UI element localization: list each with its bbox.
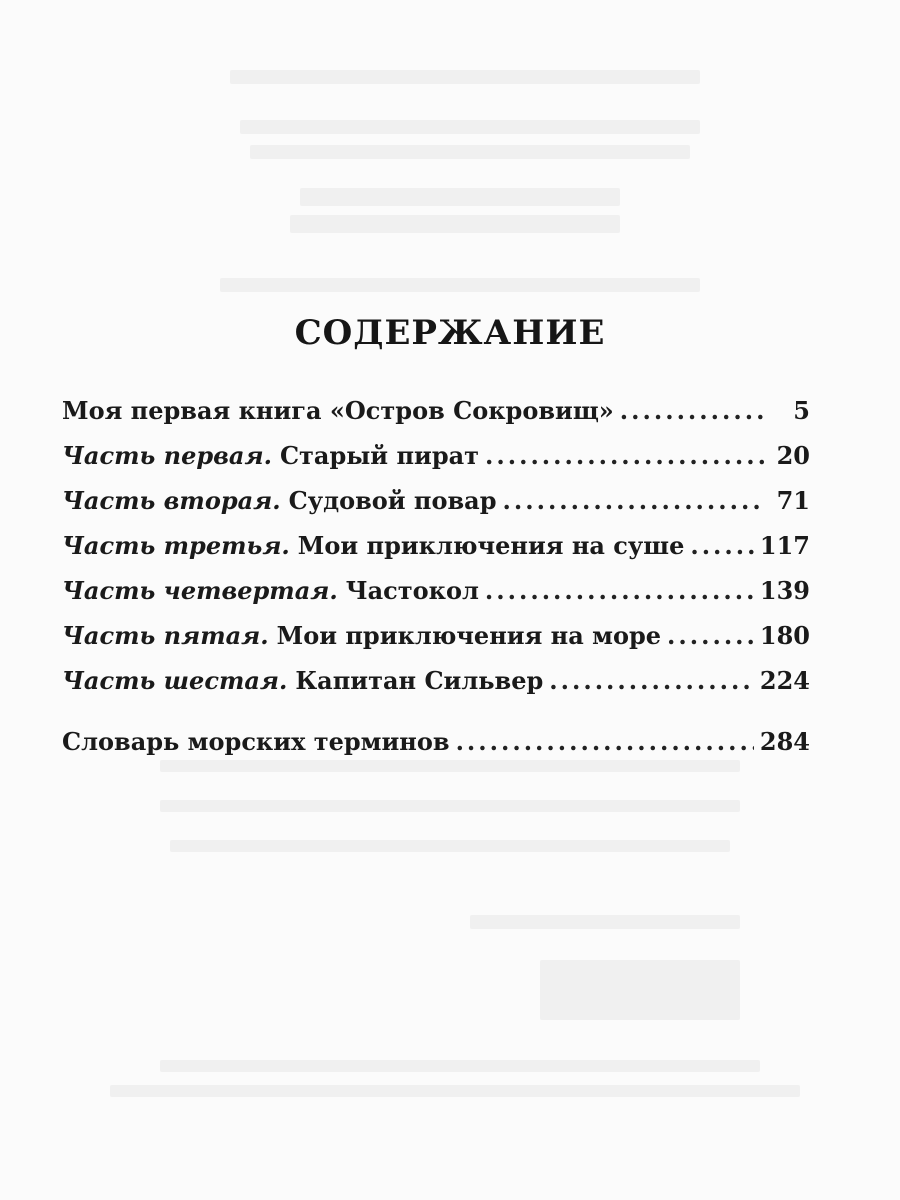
toc-leader-dots bbox=[690, 523, 754, 568]
toc-page-number: 139 bbox=[759, 576, 810, 605]
table-of-contents bbox=[62, 388, 810, 764]
toc-page-number: 284 bbox=[759, 727, 810, 756]
toc-leader-dots bbox=[549, 658, 754, 703]
toc-part-label: Часть шестая. bbox=[62, 666, 288, 695]
toc-entry-part-1[interactable] bbox=[62, 433, 810, 478]
toc-leader-dots bbox=[456, 719, 754, 764]
toc-entry-part-3[interactable] bbox=[62, 523, 810, 568]
toc-title: Моя первая книга «Остров Сокровищ» bbox=[62, 396, 614, 425]
toc-page-number: 224 bbox=[759, 666, 810, 695]
toc-leader-dots bbox=[485, 568, 754, 613]
toc-entry-part-5[interactable] bbox=[62, 613, 810, 658]
toc-entry-glossary[interactable] bbox=[62, 719, 810, 764]
toc-title: Частокол bbox=[345, 576, 479, 605]
toc-page-number: 20 bbox=[776, 441, 810, 470]
toc-entry-part-6[interactable] bbox=[62, 658, 810, 703]
toc-heading: СОДЕРЖАНИЕ bbox=[294, 313, 606, 353]
toc-title: Словарь морских терминов bbox=[62, 727, 450, 756]
toc-page-number: 5 bbox=[793, 396, 810, 425]
toc-page-number: 180 bbox=[759, 621, 810, 650]
toc-part-label: Часть вторая. bbox=[62, 486, 281, 515]
toc-part-label: Часть пятая. bbox=[62, 621, 269, 650]
toc-leader-dots bbox=[667, 613, 754, 658]
toc-leader-dots bbox=[503, 478, 764, 523]
toc-entry-part-4[interactable] bbox=[62, 568, 810, 613]
toc-entry-foreword[interactable] bbox=[62, 388, 810, 433]
toc-title: Судовой повар bbox=[288, 486, 497, 515]
toc-leader-dots bbox=[620, 388, 764, 433]
toc-leader-dots bbox=[485, 433, 764, 478]
toc-part-label: Часть четвертая. bbox=[62, 576, 338, 605]
toc-title: Мои приключения на суше bbox=[297, 531, 685, 560]
toc-entry-part-2[interactable] bbox=[62, 478, 810, 523]
toc-part-label: Часть третья. bbox=[62, 531, 290, 560]
toc-part-label: Часть первая. bbox=[62, 441, 272, 470]
toc-page-number: 117 bbox=[759, 531, 810, 560]
toc-title: Капитан Сильвер bbox=[295, 666, 544, 695]
toc-title: Мои приключения на море bbox=[276, 621, 662, 650]
toc-title: Старый пират bbox=[279, 441, 480, 470]
toc-page-number: 71 bbox=[776, 486, 810, 515]
